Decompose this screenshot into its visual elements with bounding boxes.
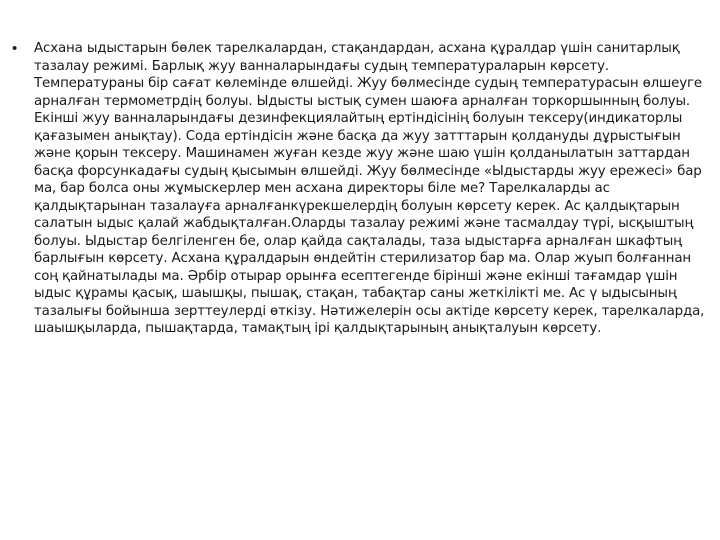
bullet-list-item [8, 40, 714, 338]
body-paragraph: Асхана ыдыстарын бөлек тарелкалардан, стақандардан, асхана құралдар үшін санитарлық тазалау режимі. Барлық жуу ванналарындағы судың температураларын көрсету. Температураны бір сағат көлемінде өлшейді. Жуу бөлмесінде судың температурасын өлшеуге арналған термометрдің болуы. Ыдысты ыстық сумен шаюға арналған торкоршынның болуы. Екінші жуу ванналарындағы дезинфекциялайтың ертіндісінің болуын тексеру(индикаторлы қағазымен анықтау). Сода ертіндісін және басқа да жуу затттарын қолдануды дұрыстығын және қорын тексеру. Машинамен жуған кезде жуу және шаю үшін қолданылатын заттардан басқа форсункадағы судың қысымын өлшейді. Жуу бөлмесінде «Ыдыстарды жуу ережесі» бар ма, бар болса оны жұмыскерлер мен асхана директоры біле ме? Тарелкаларды ас қалдықтарынан тазалауға арналғанкүрекшелердің болуын көрсету керек. Ас қалдықтарын салатын ыдыс қалай жабдықталған.Оларды тазалау режимі және тасмалдау түрі, ысқыштың болуы. Ыдыстар белгіленген бе, олар қайда сақталады, таза ыдыстарға арналған шкафтың барлығын көрсету. Асхана құралдарын өндейтін стерилизатор бар ма. Олар жуып болғаннан соң қайнатылады ма. Әрбір отырар орынға есептегенде бірінші және екінші тағамдар үшін ыдыс құрамы қасық, шаышқы, пышақ, стақан, табақтар саны жеткілікті ме. Ас ү ыдысының тазалығы бойынша зерттеулерді өткізу. Нәтижелерін осы актіде көрсету керек, тарелкаларда, шаышқыларда, пышақтарда, тамақтың ірі қалдықтарының анықталуын көрсету. [34, 41, 705, 336]
bullet-marker: • [12, 40, 18, 57]
